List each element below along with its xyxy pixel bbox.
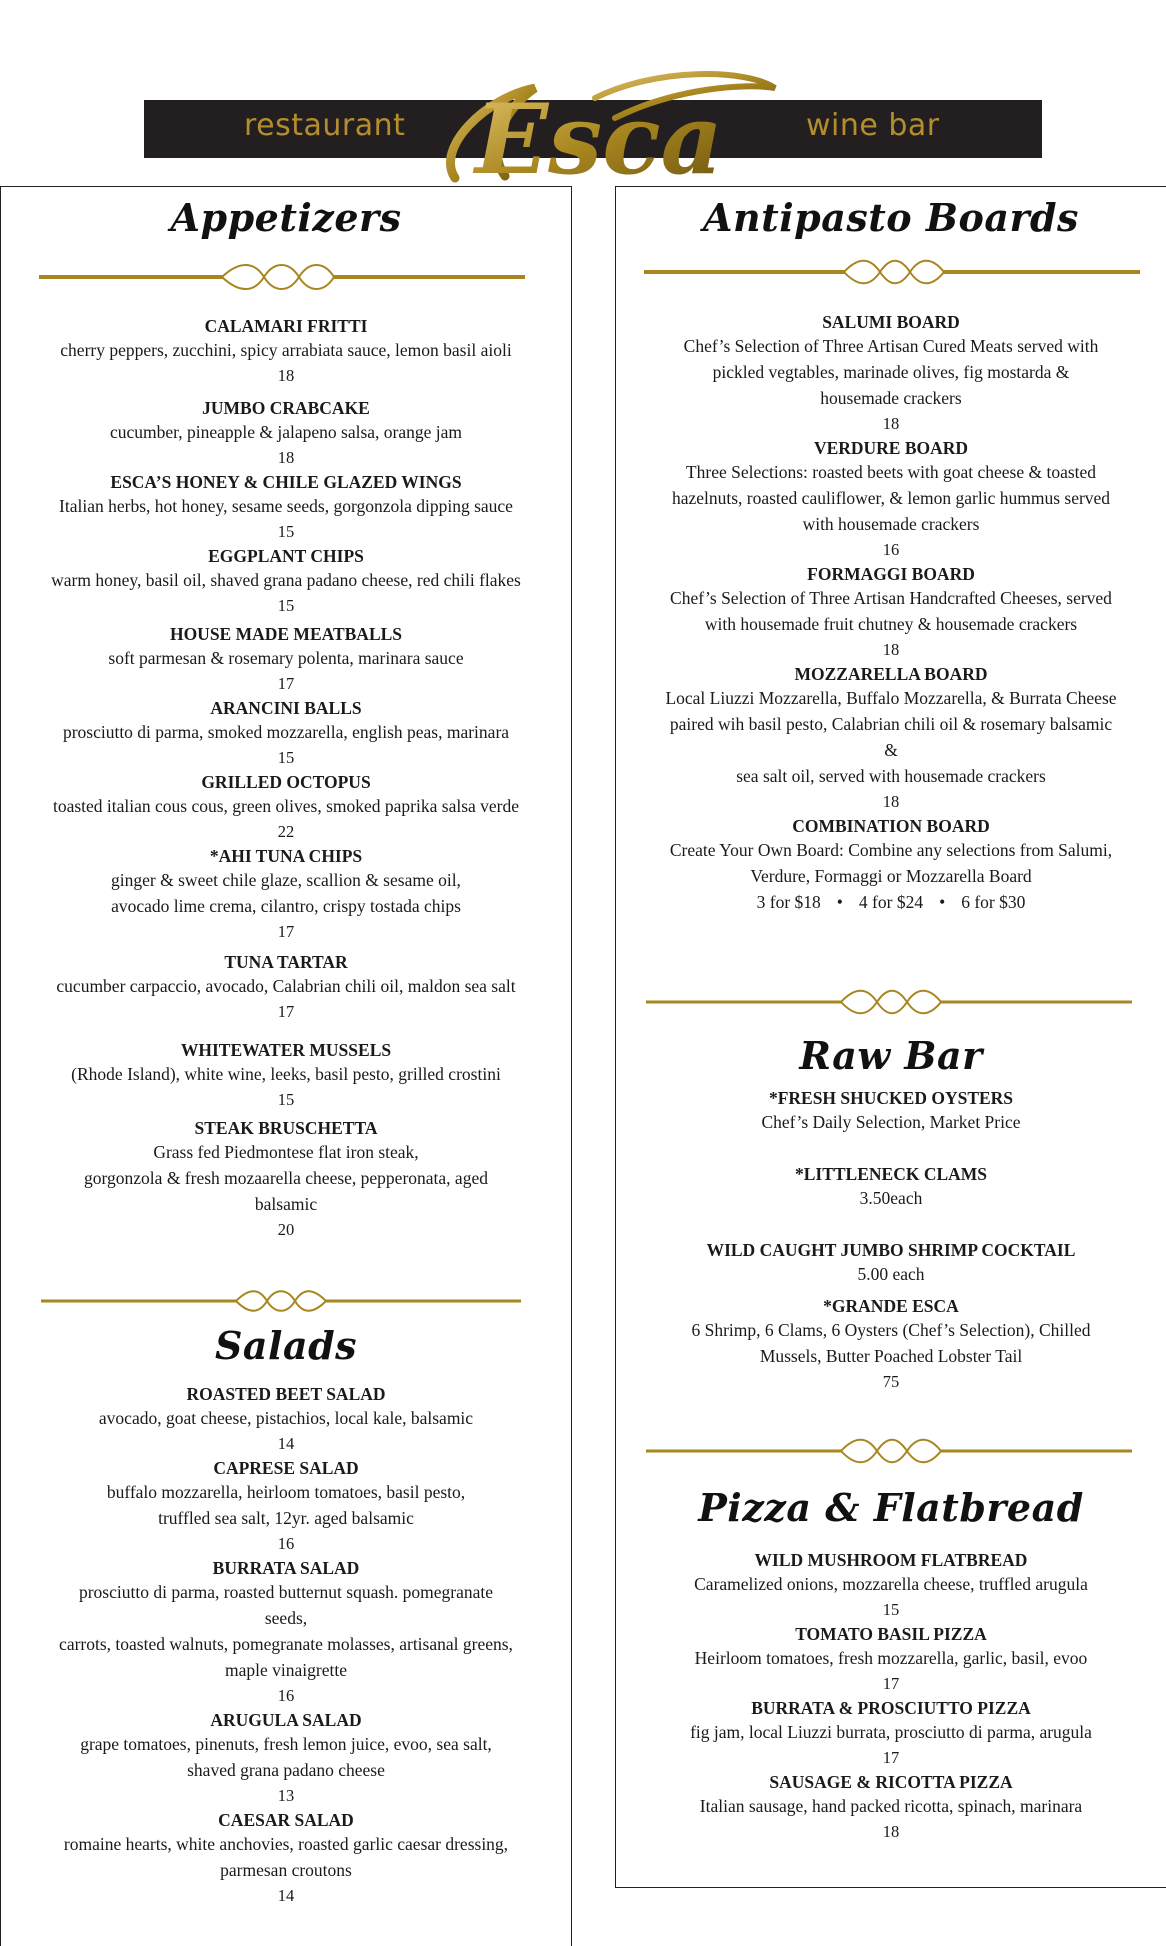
menu-item-name: TOMATO BASIL PIZZA xyxy=(795,1624,987,1644)
antipasto-section xyxy=(616,195,1166,240)
menu-item-description: shaved grana padano cheese xyxy=(187,1760,385,1780)
right-menu-panel xyxy=(615,186,1166,1888)
menu-item xyxy=(616,311,1166,437)
menu-item-description: grape tomatoes, pinenuts, fresh lemon juice, evoo, sea salt, xyxy=(80,1734,492,1754)
appetizers-heading: Appetizers xyxy=(170,195,402,240)
menu-item-name: ARUGULA SALAD xyxy=(210,1710,362,1730)
menu-item-description: balsamic xyxy=(254,1194,318,1214)
menu-item-description: Heirloom tomatoes, fresh mozzarella, garlic, basil, evoo xyxy=(694,1648,1088,1668)
menu-item xyxy=(616,1295,1166,1395)
menu-item-description: 5.00 each xyxy=(857,1264,925,1284)
menu-item-price: 14 xyxy=(277,1886,295,1905)
antipasto-heading: Antipasto Boards xyxy=(703,195,1079,240)
menu-item-description: truffled sea salt, 12yr. aged balsamic xyxy=(158,1508,414,1528)
menu-item-name: *AHI TUNA CHIPS xyxy=(209,846,363,866)
combination-prices xyxy=(616,889,1166,915)
menu-item xyxy=(616,1623,1166,1697)
menu-item-description: Italian herbs, hot honey, sesame seeds, gorgonzola dipping sauce xyxy=(59,496,513,516)
divider-ornament xyxy=(646,983,1132,1021)
menu-item-description: pickled vegtables, marinade olives, fig mostarda & xyxy=(712,362,1070,382)
menu-item-price: 14 xyxy=(277,1434,295,1453)
menu-item-name: CAESAR SALAD xyxy=(218,1810,354,1830)
menu-item-description: Local Liuzzi Mozzarella, Buffalo Mozzarella, & Burrata Cheese xyxy=(665,688,1117,708)
menu-item-name: ESCA’S HONEY & CHILE GLAZED WINGS xyxy=(110,472,462,492)
bullet-separator: • xyxy=(939,892,946,912)
pizza-section xyxy=(616,1485,1166,1530)
menu-item xyxy=(616,663,1166,815)
menu-item-name: VERDURE BOARD xyxy=(813,438,969,458)
logo-wine-bar-text: wine bar xyxy=(806,108,940,143)
combination-price: 6 for $30 xyxy=(961,892,1026,912)
menu-item xyxy=(616,1163,1166,1211)
menu-item-name: SAUSAGE & RICOTTA PIZZA xyxy=(769,1772,1013,1792)
menu-item-description: romaine hearts, white anchovies, roasted garlic caesar dressing, xyxy=(63,1834,509,1854)
menu-item-name: CAPRESE SALAD xyxy=(213,1458,359,1478)
menu-item-name: *LITTLENECK CLAMS xyxy=(794,1164,988,1184)
menu-item-name: *FRESH SHUCKED OYSTERS xyxy=(768,1088,1014,1108)
menu-item-description: housemade crackers xyxy=(820,388,962,408)
menu-item-price: 18 xyxy=(882,792,900,811)
menu-item-name: GRILLED OCTOPUS xyxy=(201,772,371,792)
menu-item-description: soft parmesan & rosemary polenta, marinara sauce xyxy=(108,648,464,668)
menu-item-description: cherry peppers, zucchini, spicy arrabiata sauce, lemon basil aioli xyxy=(60,340,512,360)
menu-item xyxy=(1,1117,571,1243)
menu-item-description: Grass fed Piedmontese flat iron steak, xyxy=(153,1142,419,1162)
menu-item-price: 18 xyxy=(882,1822,900,1841)
menu-item-name: CALAMARI FRITTI xyxy=(204,316,368,336)
menu-item xyxy=(616,815,1166,889)
menu-item-description: Three Selections: roasted beets with goat cheese & toasted xyxy=(685,462,1097,482)
menu-item-description: Chef’s Selection of Three Artisan Handcrafted Cheeses, served xyxy=(670,588,1112,608)
pizza-heading: Pizza & Flatbread xyxy=(698,1485,1084,1530)
menu-item-price: 17 xyxy=(882,1748,900,1767)
menu-item-description: Mussels, Butter Poached Lobster Tail xyxy=(759,1346,1023,1366)
menu-item-name: MOZZARELLA BOARD xyxy=(794,664,988,684)
menu-item-name: COMBINATION BOARD xyxy=(792,816,990,836)
menu-item xyxy=(1,1809,571,1909)
menu-item-name: ROASTED BEET SALAD xyxy=(186,1384,386,1404)
menu-item-description: with housemade crackers xyxy=(802,514,980,534)
logo-restaurant-text: restaurant xyxy=(244,108,406,143)
menu-item-description: with housemade fruit chutney & housemade crackers xyxy=(704,614,1078,634)
menu-item xyxy=(616,1239,1166,1287)
menu-item-price: 16 xyxy=(277,1686,295,1705)
menu-item-description: 3.50each xyxy=(859,1188,923,1208)
menu-item xyxy=(1,1457,571,1557)
menu-item-description: carrots, toasted walnuts, pomegranate molasses, artisanal greens, xyxy=(59,1634,513,1654)
menu-item-description: 6 Shrimp, 6 Clams, 6 Oysters (Chef’s Selection), Chilled xyxy=(691,1320,1091,1340)
menu-item xyxy=(616,1087,1166,1135)
menu-item-name: EGGPLANT CHIPS xyxy=(208,546,364,566)
combination-price: 4 for $24 xyxy=(858,892,924,912)
menu-item-name: *GRANDE ESCA xyxy=(823,1296,959,1316)
menu-item xyxy=(616,1549,1166,1623)
menu-item xyxy=(616,563,1166,663)
menu-item-name: BURRATA SALAD xyxy=(212,1558,360,1578)
menu-item-price: 18 xyxy=(882,640,900,659)
divider-ornament xyxy=(41,1284,521,1318)
menu-item-description: hazelnuts, roasted cauliflower, & lemon garlic hummus served xyxy=(671,488,1111,508)
bullet-separator: • xyxy=(836,892,843,912)
menu-item-price: 15 xyxy=(277,1090,295,1109)
menu-item-description: ginger & sweet chile glaze, scallion & sesame oil, xyxy=(111,870,461,890)
menu-item-price: 16 xyxy=(277,1534,295,1553)
menu-item-description: Verdure, Formaggi or Mozzarella Board xyxy=(750,866,1032,886)
salad-list xyxy=(1,1383,571,1909)
menu-item-description: sea salt oil, served with housemade crackers xyxy=(736,766,1046,786)
appetizer-list xyxy=(1,315,571,1243)
menu-item xyxy=(1,951,571,1025)
menu-item-price: 13 xyxy=(277,1786,295,1805)
menu-item-description: avocado, goat cheese, pistachios, local kale, balsamic xyxy=(98,1408,474,1428)
menu-item-description: fig jam, local Liuzzi burrata, prosciutto di parma, arugula xyxy=(690,1722,1092,1742)
menu-item-description: warm honey, basil oil, shaved grana padano cheese, red chili flakes xyxy=(51,570,521,590)
combination-price: 3 for $18 xyxy=(756,892,821,912)
menu-item-price: 15 xyxy=(277,748,295,767)
menu-item-price: 18 xyxy=(882,414,900,433)
logo-script-text: Esca xyxy=(475,83,723,196)
menu-item-name: BURRATA & PROSCIUTTO PIZZA xyxy=(751,1698,1031,1718)
menu-item-description: avocado lime crema, cilantro, crispy tostada chips xyxy=(111,896,461,916)
menu-item-description: Caramelized onions, mozzarella cheese, truffled arugula xyxy=(694,1574,1088,1594)
menu-item-name: WHITEWATER MUSSELS xyxy=(180,1040,392,1060)
menu-item-description: prosciutto di parma, smoked mozzarella, english peas, marinara xyxy=(62,722,510,742)
menu-item-price: 22 xyxy=(277,822,295,841)
menu-item-price: 16 xyxy=(882,540,900,559)
pizza-list xyxy=(616,1549,1166,1845)
menu-item xyxy=(1,545,571,619)
appetizers-section xyxy=(1,195,571,240)
menu-item-price: 20 xyxy=(277,1220,295,1239)
raw-bar-section xyxy=(616,1033,1166,1078)
menu-item-price: 18 xyxy=(277,448,295,467)
menu-item xyxy=(1,1557,571,1709)
menu-item-price: 17 xyxy=(277,922,295,941)
menu-item-description: (Rhode Island), white wine, leeks, basil pesto, grilled crostini xyxy=(71,1064,501,1084)
divider-ornament xyxy=(646,1432,1132,1470)
menu-item-name: WILD MUSHROOM FLATBREAD xyxy=(754,1550,1028,1570)
menu-item-price: 15 xyxy=(882,1600,900,1619)
menu-item-description: Create Your Own Board: Combine any selections from Salumi, xyxy=(669,840,1113,860)
menu-item xyxy=(1,1383,571,1457)
menu-item-name: ARANCINI BALLS xyxy=(210,698,362,718)
menu-item-price: 15 xyxy=(277,522,295,541)
menu-item xyxy=(1,1039,571,1113)
menu-item-price: 15 xyxy=(277,596,295,615)
menu-item-description: buffalo mozzarella, heirloom tomatoes, basil pesto, xyxy=(106,1482,466,1502)
menu-item xyxy=(1,315,571,389)
menu-item-description: paired wih basil pesto, Calabrian chili oil & rosemary balsamic xyxy=(669,714,1113,734)
menu-item-name: STEAK BRUSCHETTA xyxy=(194,1118,378,1138)
menu-item xyxy=(1,771,571,845)
menu-item-name: HOUSE MADE MEATBALLS xyxy=(169,624,403,644)
salads-section xyxy=(1,1323,571,1368)
menu-item-name: FORMAGGI BOARD xyxy=(807,564,975,584)
menu-item-description: Chef’s Selection of Three Artisan Cured Meats served with xyxy=(683,336,1099,356)
menu-item-description: parmesan croutons xyxy=(220,1860,352,1880)
raw-bar-heading: Raw Bar xyxy=(799,1033,983,1078)
menu-item-price: 17 xyxy=(277,674,295,693)
menu-item xyxy=(616,1771,1166,1845)
menu-item-description: toasted italian cous cous, green olives, smoked paprika salsa verde xyxy=(52,796,520,816)
menu-item-name: JUMBO CRABCAKE xyxy=(202,398,370,418)
menu-item-price: 18 xyxy=(277,366,295,385)
menu-item xyxy=(616,437,1166,563)
menu-item-price: 75 xyxy=(882,1372,900,1391)
menu-item-description: prosciutto di parma, roasted butternut squash. pomegranate xyxy=(78,1582,494,1602)
menu-item-price: 17 xyxy=(882,1674,900,1693)
left-menu-panel xyxy=(0,186,572,1946)
menu-item-description: maple vinaigrette xyxy=(225,1660,347,1680)
divider-ornament xyxy=(644,253,1140,291)
menu-item-description: cucumber, pineapple & jalapeno salsa, orange jam xyxy=(109,422,463,442)
menu-item-price: 17 xyxy=(277,1002,295,1021)
menu-item xyxy=(616,1697,1166,1771)
menu-item xyxy=(1,471,571,545)
menu-item xyxy=(1,1709,571,1809)
divider-ornament xyxy=(39,257,525,297)
menu-item-description: cucumber carpaccio, avocado, Calabrian chili oil, maldon sea salt xyxy=(56,976,516,996)
menu-item-description: gorgonzola & fresh mozaarella cheese, pepperonata, aged xyxy=(84,1168,488,1188)
menu-item-name: TUNA TARTAR xyxy=(224,952,348,972)
menu-item-description: Chef’s Daily Selection, Market Price xyxy=(761,1112,1021,1132)
menu-item-description: Italian sausage, hand packed ricotta, spinach, marinara xyxy=(699,1796,1083,1816)
menu-item xyxy=(1,397,571,471)
raw-bar-list xyxy=(616,1087,1166,1395)
menu-item-description: seeds, xyxy=(264,1608,308,1628)
menu-item-description: & xyxy=(884,740,898,760)
menu-item-name: SALUMI BOARD xyxy=(822,312,960,332)
menu-item xyxy=(1,845,571,945)
menu-item-name: WILD CAUGHT JUMBO SHRIMP COCKTAIL xyxy=(706,1240,1076,1260)
menu-item xyxy=(1,623,571,697)
antipasto-list xyxy=(616,311,1166,915)
menu-item xyxy=(1,697,571,771)
salads-heading: Salads xyxy=(214,1323,358,1368)
